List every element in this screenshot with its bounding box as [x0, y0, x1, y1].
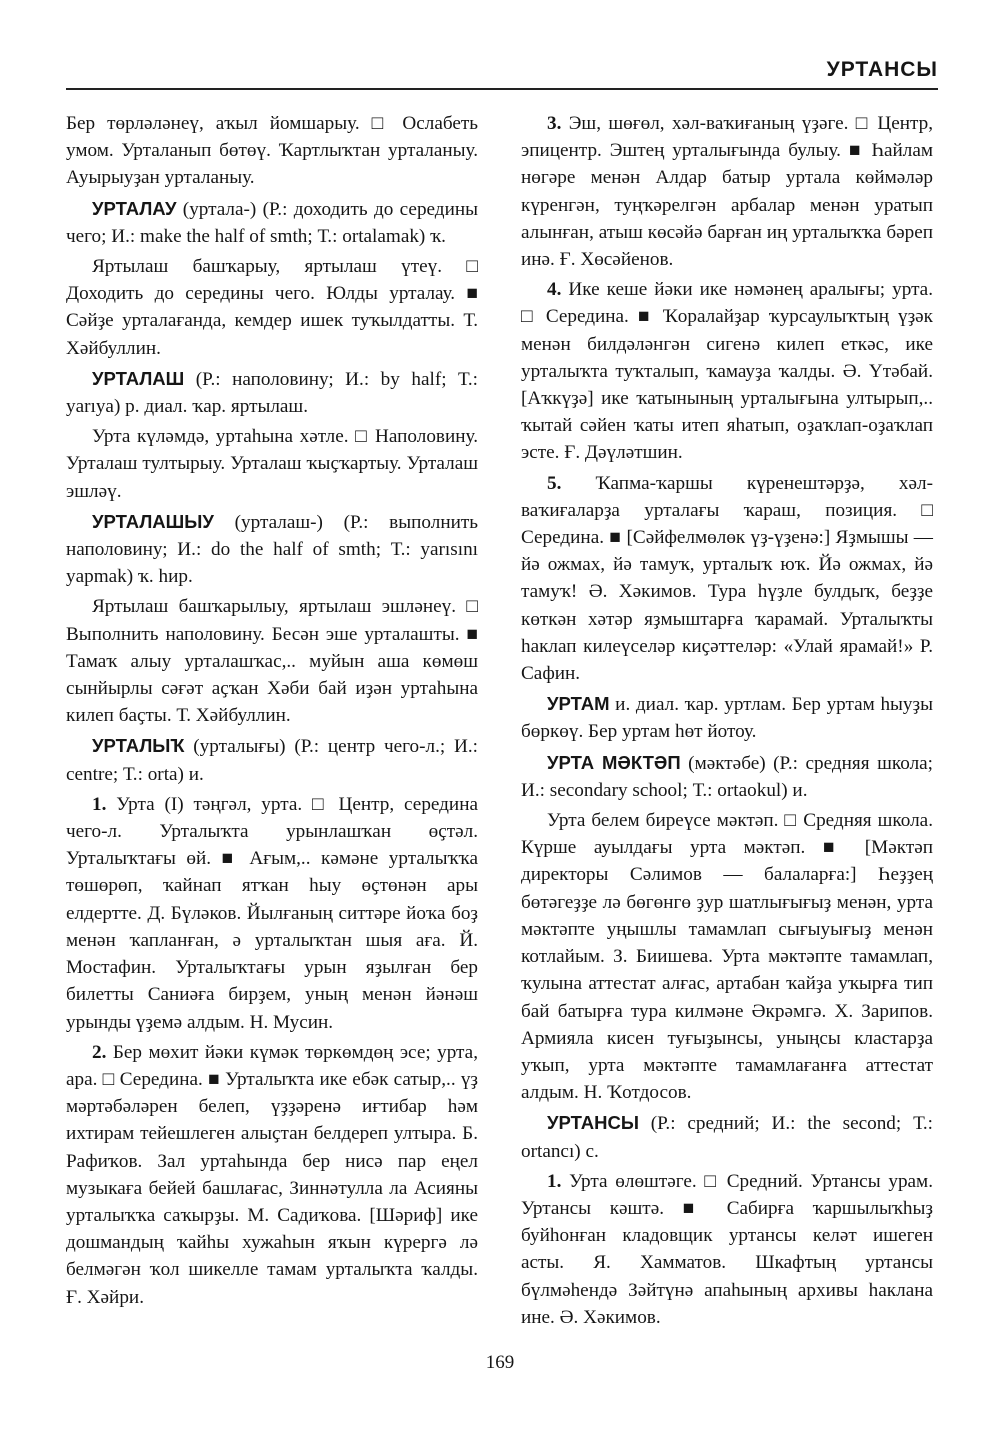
entry-sense: 2. Бер мөхит йәки күмәк төркөмдөң эсе; урта, ара. □ Середина. ■ Урталыҡта ике ебәк сатыр,.. үҙ мәртәбәләрен белеп, үҙҙәренә иғтибар һәм ихтирам тейешлеген алыҫтан белдереп ултыра. Б. Рафиҡов. Зал уртаһында бер нисә пар еңел музыкаға бейей башлағас, Зиннәтулла ла Асияны урталыҡҡа саҡырҙы. М. Садиҡова. [Шәриф] ике дошмандың ҡайһы хужаһын яҡын күрергә лә белмәгән ҡол шикелле тамам урталыҡта ҡалды. Ғ. Хәйри.: [66, 1041, 478, 1308]
right-column: [521, 110, 933, 1334]
entry-paragraph: Яртылаш башҡарылыу, яртылаш эшләнеү. □ Выполнить наполовину. Бесән эше урталашты. ■ Тамаҡ алыу урталашҡас,.. муйын аша көмөш сынйырлы сәғәт аҫҡан Хәби бай иҙән уртаһына килеп баҫты. Т. Хәйбуллин.: [66, 596, 478, 727]
entry-headword: УРТА МӘКТӘП (мәктәбе) (Р.: средняя школа; И.: secondary school; Т.: ortaokul) и.: [521, 751, 933, 801]
entry-paragraph: Урта күләмдә, уртаһына хәтле. □ Наполовину. Урталаш тултырыу. Урталаш ҡыҫҡартыу. Урталаш эшләү.: [66, 426, 478, 502]
entry-sense: 5. Ҡапма-ҡаршы күренештәрҙә, хәл-ваҡиғаларҙа урталағы ҡараш, позиция. □ Середина. ■ [Сәйфелмөлөк үҙ-үҙенә:] Яҙмышы — йә ожмах, йә тамуҡ, урталыҡ юҡ. Йә ожмах, йә тамуҡ! Ә. Хәкимов. Тура һүҙле булдыҡ, беҙҙе көткән хәтәр яҙмыштарға ҡарамай. Урталыҡты һаклап килеүселәр киҫәттеләр: «Улай ярамай!» Р. Сафин.: [521, 472, 933, 685]
entry-sense: 1. Урта (I) тәңгәл, урта. □ Центр, середина чего-л. Урталыҡта урынлашҡан өҫтәл. Урталыҡтағы өй. ■ Ағым,.. кәмәне урталыҡҡа төшөрөп, ҡайнап ятҡан һыу өҫтөнән ары елдертте. Д. Бүләков. Йылғаның ситтәре йоҡа боҙ менән ҡапланған, ә урталыҡтан шыя аға. Й. Мостафин. Урталыҡтағы урын яҙылған бер билетты Саниәға бирҙем, уның менән йәнәш урынды үҙемә алдым. Н. Мусин.: [66, 793, 478, 1033]
entry-headword: УРТАЛЫҠ (урталығы) (Р.: центр чего-л.; И.: centre; Т.: orta) и.: [66, 735, 478, 785]
entry-headword: УРТАЛАУ (уртала-) (Р.: доходить до середины чего; И.: make the half of smth; Т.: ortalamak) ҡ.: [66, 197, 478, 247]
entry-headword: УРТАНСЫ (Р.: средний; И.: the second; Т.: ortancı) с.: [521, 1112, 933, 1162]
running-header: [66, 54, 938, 90]
page-number: 169: [485, 1352, 515, 1373]
running-header-title: УРТАНСЫ: [826, 58, 938, 81]
entry-sense: 4. Ике кеше йәки ике нәмәнең аралығы; урта. □ Середина. ■ Ҡоралайҙар ҡурсаулыҡтың үҙәк менән билдәләнгән сигенә килеп еткәс, ике урталыҡта туҡталып, ҡамауҙа ҡалды. Ә. Үтәбай. [Аҡкүҙә] ике ҡатынының урталығына ултырып,.. ҡытай сәйен ҡаты итеп яһатып, оҙаҡлап-оҙаҡлап эсте. Ғ. Дәүләтшин.: [521, 279, 933, 464]
entry-paragraph: Урта белем биреүсе мәктәп. □ Средняя школа. Күрше ауылдағы урта мәктәп. ■ [Мәктәп директоры Сәлимов — балаларға:] Һеҙҙең бөтәгеҙҙе лә бөгөнгө ҙур шатлығығыҙ менән, урта мәктәпте уңышлы тамамлап сығыуығыҙ менән котлайым. З. Биишева. Урта мәктәпте тамамлап, ҡулына аттестат алғас, артабан ҡайҙа уҡырға тип бай батырға тура килмәне Әкрәмгә. Х. Зарипов. Армияла кисен туғыҙынсы, уныңсы кластарҙа уҡып, урта мәктәпте тамамлағанға аттестат алдым. Н. Ҡотдосов.: [521, 810, 933, 1104]
entry-sense: 3. Эш, шөғөл, хәл-ваҡиғаның үҙәге. □ Центр, эпицентр. Эштең урталығында булыу. ■ Һайлам нөгәре менән Алдар батыр уртала көймәләр күренгән, туңҡәрелгән арбалар менән уратып алынған, атыш көсәйә барған иң урталыҡҡа бәреп инә. Ғ. Хөсәйенов.: [521, 113, 933, 271]
entry-sense: 1. Урта өлөштәге. □ Средний. Уртансы урам. Уртансы кәштә. ■ Сабирға ҡаршылыҡһыҙ буйһонған кладовщик уртансы келәт ишеген асты. Я. Хамматов. Шкафтың уртансы бүлмәһендә Зәйтүнә апаһының архивы һаклана ине. Ә. Хәкимов.: [521, 1170, 933, 1328]
entry-paragraph: Бер төрләләнеү, аҡыл йомшарыу. □ Ослабеть умом. Урталанып бөтөү. Ҡартлыҡтан урталаныу. Ауырыуҙан урталаныу.: [66, 113, 478, 189]
entry-paragraph: Яртылаш башҡарыу, яртылаш үтеү. □ Доходить до середины чего. Юлды урталау. ■ Сәйҙе урталағанда, кемдер ишек туҡылдатты. Т. Хәйбуллин.: [66, 256, 478, 359]
entry-headword: УРТАЛАШ (Р.: наполовину; И.: by half; Т.: yarıya) р. диал. ҡар. яртылаш.: [66, 367, 478, 418]
entry-headword: УРТАМ и. диал. ҡар. уртлам. Бер уртам һыуҙы бөркөү. Бер уртам һөт йотоу.: [521, 693, 933, 743]
left-column: [66, 110, 478, 1314]
entry-headword: УРТАЛАШЫУ (урталаш-) (Р.: выполнить наполовину; И.: do the half of smth; Т.: yarısını yapmak) ҡ. һир.: [66, 510, 478, 588]
